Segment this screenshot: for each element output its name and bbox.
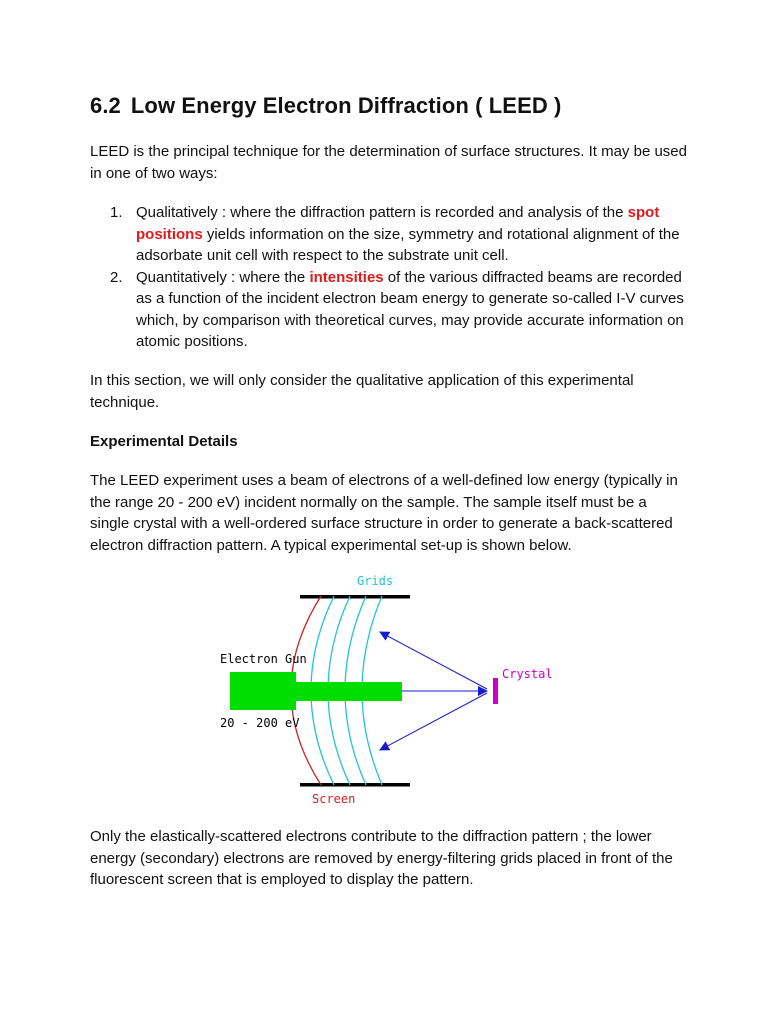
scope-paragraph: In this section, we will only consider the qualitative application of this experimental technique. xyxy=(90,372,634,411)
section-number: 6.2 xyxy=(90,93,121,118)
crystal-sample xyxy=(493,678,498,704)
screen-label: Screen xyxy=(312,792,356,806)
grids-label: Grids xyxy=(357,574,394,588)
crystal-label: Crystal xyxy=(502,667,553,681)
energy-range-label: 20 - 200 eV xyxy=(220,716,300,730)
usage-list xyxy=(90,202,690,353)
experimental-paragraph: The LEED experiment uses a beam of electrons of a well-defined low energy (typically in the range 20 - 200 eV) incident normally on the sample. The sample itself must be a single crystal with a well-ordered surface structure in order to generate a back-scattered electron diffraction pattern. A typical experimental set-up is shown below. xyxy=(90,472,678,554)
top-plate xyxy=(300,595,410,599)
diffracted-beam-upper xyxy=(380,632,487,689)
list-text-before: Quantitatively : where the xyxy=(136,268,310,286)
electron-gun-body xyxy=(230,672,296,710)
highlight-spot-positions: spot positions xyxy=(136,204,660,243)
list-marker: 2. xyxy=(110,268,123,286)
section-title: Low Energy Electron Diffraction ( LEED ) xyxy=(130,93,562,118)
electron-gun-label: Electron Gun xyxy=(220,652,307,666)
leed-setup-diagram xyxy=(206,572,564,810)
experimental-details-heading: Experimental Details xyxy=(90,433,238,450)
list-text-after: of the various diffracted beams are recorded as a function of the incident electron beam energy to generate so-called I-V curves which, by comparison with theoretical curves, may provide accurate information on atomic positions. xyxy=(136,268,684,350)
highlight-intensities: intensities xyxy=(309,268,384,286)
list-item-qualitative xyxy=(90,202,690,267)
electron-gun-barrel xyxy=(296,682,402,701)
leed-diagram-svg xyxy=(206,572,564,810)
diffracted-beam-lower xyxy=(380,693,487,750)
list-text-before: Qualitatively : where the diffraction pattern is recorded and analysis of the xyxy=(136,204,628,221)
section-heading xyxy=(90,93,561,119)
list-text-after: yields information on the size, symmetry and rotational alignment of the adsorbate unit cell with respect to the substrate unit cell. xyxy=(136,225,680,264)
list-item-quantitative xyxy=(90,267,690,353)
closing-paragraph: Only the elastically-scattered electrons contribute to the diffraction pattern ; the lower energy (secondary) electrons are removed by energy-filtering grids placed in front of the fluorescent screen that is employed to display the pattern. xyxy=(90,828,673,888)
list-marker: 1. xyxy=(110,204,123,221)
bottom-plate xyxy=(300,783,410,787)
intro-paragraph: LEED is the principal technique for the determination of surface structures. It may be used in one of two ways: xyxy=(90,143,687,182)
